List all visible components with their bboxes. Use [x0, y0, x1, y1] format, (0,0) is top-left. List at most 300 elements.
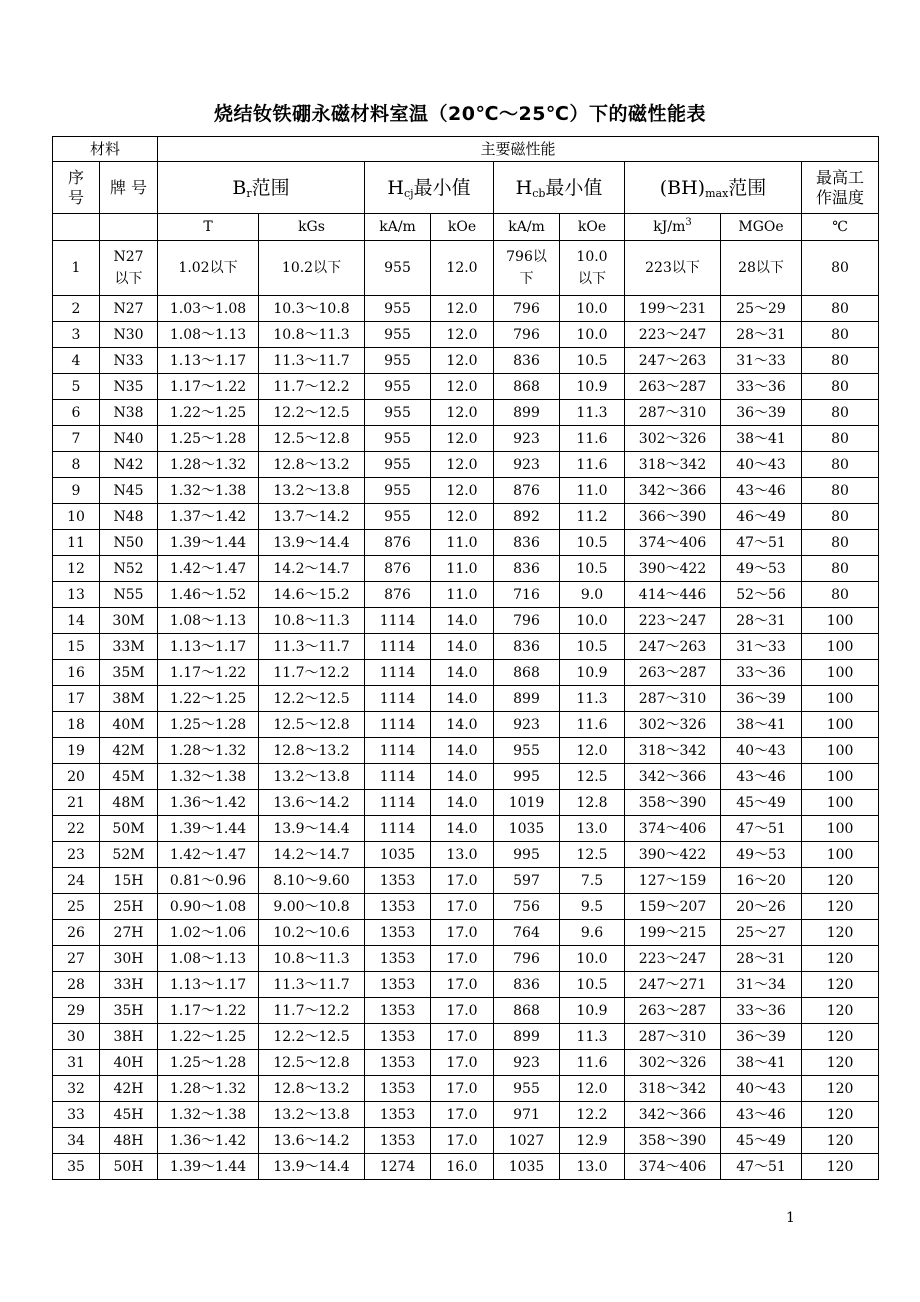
cell-max-temp: 80 — [802, 296, 879, 322]
header-units-row — [53, 214, 879, 241]
table-row — [53, 1024, 879, 1050]
cell-seq: 24 — [53, 868, 100, 894]
cell-seq: 2 — [53, 296, 100, 322]
cell-hcj-koe: 17.0 — [431, 1050, 494, 1076]
cell-bh-mgoe: 28～31 — [721, 946, 802, 972]
table-row — [53, 556, 879, 582]
table-row — [53, 504, 879, 530]
cell-bh-kj: 223～247 — [625, 608, 721, 634]
cell-seq: 27 — [53, 946, 100, 972]
cell-bh-mgoe: 40～43 — [721, 738, 802, 764]
cell-br-t: 1.17～1.22 — [158, 374, 259, 400]
cell-grade: 35M — [100, 660, 158, 686]
cell-br-t: 1.25～1.28 — [158, 426, 259, 452]
cell-hcb-kam: 876 — [494, 478, 560, 504]
cell-hcb-koe: 10.9 — [560, 660, 625, 686]
cell-hcj-kam: 1353 — [365, 1102, 431, 1128]
cell-hcb-koe: 13.0 — [560, 1154, 625, 1180]
cell-br-t: 1.22～1.25 — [158, 1024, 259, 1050]
cell-hcj-kam: 1114 — [365, 738, 431, 764]
cell-hcj-koe: 17.0 — [431, 1024, 494, 1050]
cell-br-t: 1.46～1.52 — [158, 582, 259, 608]
cell-hcb-kam: 868 — [494, 660, 560, 686]
cell-bh-mgoe: 49～53 — [721, 842, 802, 868]
unit-br-kgs: kGs — [259, 214, 365, 241]
cell-max-temp: 80 — [802, 478, 879, 504]
cell-hcj-kam: 876 — [365, 556, 431, 582]
cell-br-kgs: 12.8～13.2 — [259, 452, 365, 478]
header-hcj-min: $H_{cj}$最小值 — [365, 162, 494, 214]
cell-hcj-koe: 12.0 — [431, 322, 494, 348]
cell-br-kgs: 10.8～11.3 — [259, 946, 365, 972]
cell-grade: 50M — [100, 816, 158, 842]
cell-br-kgs: 13.7～14.2 — [259, 504, 365, 530]
unit-bh-mgoe: MGOe — [721, 214, 802, 241]
cell-br-t: 1.39～1.44 — [158, 530, 259, 556]
cell-hcb-kam: 955 — [494, 738, 560, 764]
cell-grade: N38 — [100, 400, 158, 426]
cell-hcb-kam: 971 — [494, 1102, 560, 1128]
cell-seq: 23 — [53, 842, 100, 868]
cell-bh-mgoe: 25～27 — [721, 920, 802, 946]
cell-br-kgs: 13.2～13.8 — [259, 764, 365, 790]
cell-hcj-koe: 12.0 — [431, 504, 494, 530]
cell-max-temp: 120 — [802, 1154, 879, 1180]
cell-hcb-koe: 11.6 — [560, 712, 625, 738]
cell-hcb-koe: 10.0 — [560, 946, 625, 972]
cell-hcb-kam: 796 — [494, 322, 560, 348]
cell-bh-kj: 366～390 — [625, 504, 721, 530]
cell-br-kgs: 13.6～14.2 — [259, 790, 365, 816]
cell-bh-kj: 358～390 — [625, 790, 721, 816]
cell-seq: 7 — [53, 426, 100, 452]
cell-bh-mgoe: 36～39 — [721, 400, 802, 426]
cell-br-t: 1.22～1.25 — [158, 400, 259, 426]
cell-seq: 17 — [53, 686, 100, 712]
table-row — [53, 400, 879, 426]
cell-seq: 21 — [53, 790, 100, 816]
cell-hcb-koe: 10.5 — [560, 530, 625, 556]
cell-bh-mgoe: 36～39 — [721, 686, 802, 712]
cell-bh-kj: 342～366 — [625, 764, 721, 790]
cell-br-kgs: 10.8～11.3 — [259, 608, 365, 634]
table-row — [53, 738, 879, 764]
cell-grade: 42M — [100, 738, 158, 764]
cell-max-temp: 120 — [802, 1050, 879, 1076]
cell-bh-kj: 374～406 — [625, 1154, 721, 1180]
cell-hcj-koe: 17.0 — [431, 1128, 494, 1154]
cell-br-kgs: 11.3～11.7 — [259, 634, 365, 660]
cell-bh-kj: 374～406 — [625, 816, 721, 842]
cell-seq: 34 — [53, 1128, 100, 1154]
cell-seq: 33 — [53, 1102, 100, 1128]
cell-seq: 35 — [53, 1154, 100, 1180]
cell-seq: 15 — [53, 634, 100, 660]
cell-hcj-kam: 1353 — [365, 998, 431, 1024]
cell-grade: N30 — [100, 322, 158, 348]
cell-hcj-koe: 17.0 — [431, 868, 494, 894]
header-row-2 — [53, 162, 879, 214]
cell-hcb-koe: 9.0 — [560, 582, 625, 608]
cell-hcb-kam: 597 — [494, 868, 560, 894]
cell-br-t: 1.42～1.47 — [158, 556, 259, 582]
cell-hcb-koe: 11.3 — [560, 686, 625, 712]
cell-hcj-koe: 12.0 — [431, 426, 494, 452]
cell-grade: 40H — [100, 1050, 158, 1076]
table-row — [53, 660, 879, 686]
cell-max-temp: 120 — [802, 946, 879, 972]
cell-hcb-kam: 955 — [494, 1076, 560, 1102]
cell-hcj-kam: 1114 — [365, 660, 431, 686]
cell-hcj-kam: 1114 — [365, 686, 431, 712]
table-row — [53, 686, 879, 712]
cell-max-temp: 80 — [802, 322, 879, 348]
cell-hcj-kam: 1114 — [365, 608, 431, 634]
cell-bh-mgoe: 25～29 — [721, 296, 802, 322]
cell-bh-kj: 287～310 — [625, 400, 721, 426]
cell-hcb-kam: 836 — [494, 556, 560, 582]
cell-hcb-koe: 10.9 — [560, 998, 625, 1024]
cell-hcj-kam: 955 — [365, 504, 431, 530]
cell-br-kgs: 13.9～14.4 — [259, 816, 365, 842]
cell-bh-mgoe: 31～33 — [721, 634, 802, 660]
cell-hcj-koe: 11.0 — [431, 582, 494, 608]
cell-max-temp: 100 — [802, 738, 879, 764]
cell-bh-mgoe: 47～51 — [721, 816, 802, 842]
table-row — [53, 712, 879, 738]
cell-hcj-koe: 14.0 — [431, 738, 494, 764]
header-br-range: $B_r$范围 — [158, 162, 365, 214]
cell-hcb-kam: 836 — [494, 972, 560, 998]
cell-bh-kj: 263～287 — [625, 660, 721, 686]
cell-hcb-koe: 11.3 — [560, 1024, 625, 1050]
unit-blank — [53, 214, 100, 241]
cell-bh-mgoe: 31～34 — [721, 972, 802, 998]
cell-hcj-koe: 12.0 — [431, 296, 494, 322]
cell-br-t: 1.13～1.17 — [158, 972, 259, 998]
table-row — [53, 296, 879, 322]
cell-hcj-koe: 12.0 — [431, 348, 494, 374]
cell-bh-mgoe: 45～49 — [721, 1128, 802, 1154]
cell-hcj-koe: 12.0 — [431, 400, 494, 426]
cell-max-temp: 120 — [802, 1076, 879, 1102]
cell-max-temp: 80 — [802, 348, 879, 374]
table-row — [53, 1076, 879, 1102]
cell-bh-kj: 127～159 — [625, 868, 721, 894]
cell-br-t: 1.22～1.25 — [158, 686, 259, 712]
cell-bh-mgoe: 43～46 — [721, 478, 802, 504]
cell-bh-kj: 318～342 — [625, 452, 721, 478]
cell-br-t: 1.32～1.38 — [158, 764, 259, 790]
cell-bh-mgoe: 31～33 — [721, 348, 802, 374]
unit-hcb-koe: kOe — [560, 214, 625, 241]
cell-br-kgs: 10.2以下 — [259, 241, 365, 296]
cell-hcj-koe: 12.0 — [431, 452, 494, 478]
cell-br-t: 1.39～1.44 — [158, 816, 259, 842]
cell-hcj-kam: 955 — [365, 426, 431, 452]
cell-grade: 38H — [100, 1024, 158, 1050]
cell-hcj-koe: 13.0 — [431, 842, 494, 868]
cell-br-kgs: 13.9～14.4 — [259, 1154, 365, 1180]
cell-seq: 8 — [53, 452, 100, 478]
cell-grade: 42H — [100, 1076, 158, 1102]
cell-hcj-kam: 1114 — [365, 634, 431, 660]
cell-bh-kj: 342～366 — [625, 1102, 721, 1128]
cell-seq: 30 — [53, 1024, 100, 1050]
cell-hcj-kam: 1274 — [365, 1154, 431, 1180]
table-row — [53, 582, 879, 608]
table-row — [53, 868, 879, 894]
cell-hcb-kam: 836 — [494, 530, 560, 556]
cell-grade: N35 — [100, 374, 158, 400]
cell-hcb-kam: 923 — [494, 1050, 560, 1076]
cell-br-kgs: 8.10～9.60 — [259, 868, 365, 894]
cell-hcb-kam: 796以下 — [494, 241, 560, 296]
cell-grade: 33M — [100, 634, 158, 660]
cell-hcb-koe: 12.2 — [560, 1102, 625, 1128]
cell-br-t: 1.32～1.38 — [158, 1102, 259, 1128]
cell-seq: 12 — [53, 556, 100, 582]
cell-hcj-koe: 12.0 — [431, 374, 494, 400]
cell-br-t: 1.37～1.42 — [158, 504, 259, 530]
cell-br-kgs: 13.2～13.8 — [259, 478, 365, 504]
table-row — [53, 608, 879, 634]
cell-hcj-kam: 1114 — [365, 790, 431, 816]
cell-br-kgs: 12.8～13.2 — [259, 1076, 365, 1102]
cell-seq: 20 — [53, 764, 100, 790]
table-row — [53, 842, 879, 868]
cell-hcj-koe: 17.0 — [431, 972, 494, 998]
cell-hcb-koe: 10.0 — [560, 322, 625, 348]
cell-hcj-kam: 1353 — [365, 1128, 431, 1154]
cell-seq: 3 — [53, 322, 100, 348]
cell-hcj-koe: 12.0 — [431, 241, 494, 296]
cell-max-temp: 80 — [802, 374, 879, 400]
table-row — [53, 946, 879, 972]
cell-hcb-koe: 12.9 — [560, 1128, 625, 1154]
header-max-temp: 最高工作温度 — [802, 162, 879, 214]
cell-hcj-kam: 955 — [365, 400, 431, 426]
table-row — [53, 1102, 879, 1128]
cell-max-temp: 120 — [802, 1128, 879, 1154]
cell-seq: 1 — [53, 241, 100, 296]
cell-bh-mgoe: 47～51 — [721, 1154, 802, 1180]
cell-seq: 29 — [53, 998, 100, 1024]
cell-bh-kj: 247～263 — [625, 348, 721, 374]
cell-bh-mgoe: 38～41 — [721, 426, 802, 452]
cell-seq: 14 — [53, 608, 100, 634]
unit-hcb-kam: kA/m — [494, 214, 560, 241]
cell-bh-kj: 318～342 — [625, 738, 721, 764]
cell-hcb-koe: 13.0 — [560, 816, 625, 842]
cell-hcb-kam: 1027 — [494, 1128, 560, 1154]
cell-hcb-kam: 796 — [494, 946, 560, 972]
cell-hcj-koe: 12.0 — [431, 478, 494, 504]
cell-hcj-kam: 1353 — [365, 946, 431, 972]
cell-br-t: 1.13～1.17 — [158, 348, 259, 374]
cell-max-temp: 80 — [802, 504, 879, 530]
cell-seq: 22 — [53, 816, 100, 842]
cell-hcj-koe: 14.0 — [431, 608, 494, 634]
cell-bh-mgoe: 40～43 — [721, 452, 802, 478]
cell-hcb-koe: 7.5 — [560, 868, 625, 894]
cell-br-kgs: 13.9～14.4 — [259, 530, 365, 556]
cell-hcj-kam: 1353 — [365, 972, 431, 998]
cell-bh-kj: 414～446 — [625, 582, 721, 608]
cell-seq: 6 — [53, 400, 100, 426]
magnetic-properties-table — [52, 136, 879, 1180]
table-row — [53, 972, 879, 998]
cell-max-temp: 100 — [802, 816, 879, 842]
cell-grade: 38M — [100, 686, 158, 712]
cell-max-temp: 120 — [802, 920, 879, 946]
cell-grade: 45M — [100, 764, 158, 790]
cell-hcj-koe: 11.0 — [431, 530, 494, 556]
cell-bh-mgoe: 43～46 — [721, 764, 802, 790]
cell-max-temp: 120 — [802, 1102, 879, 1128]
cell-hcb-koe: 12.5 — [560, 764, 625, 790]
cell-br-kgs: 11.7～12.2 — [259, 998, 365, 1024]
cell-bh-mgoe: 33～36 — [721, 660, 802, 686]
cell-hcb-kam: 923 — [494, 452, 560, 478]
cell-bh-mgoe: 47～51 — [721, 530, 802, 556]
cell-br-t: 1.02～1.06 — [158, 920, 259, 946]
cell-grade: 45H — [100, 1102, 158, 1128]
cell-grade: N42 — [100, 452, 158, 478]
unit-br-t: T — [158, 214, 259, 241]
cell-bh-kj: 287～310 — [625, 1024, 721, 1050]
cell-hcb-kam: 1019 — [494, 790, 560, 816]
cell-max-temp: 80 — [802, 400, 879, 426]
cell-hcb-koe: 10.0 — [560, 608, 625, 634]
cell-hcj-koe: 17.0 — [431, 998, 494, 1024]
cell-br-t: 1.25～1.28 — [158, 1050, 259, 1076]
cell-hcb-kam: 1035 — [494, 816, 560, 842]
cell-hcj-kam: 955 — [365, 241, 431, 296]
cell-hcb-koe: 12.0 — [560, 1076, 625, 1102]
cell-bh-kj: 302～326 — [625, 1050, 721, 1076]
cell-hcb-kam: 1035 — [494, 1154, 560, 1180]
cell-bh-mgoe: 38～41 — [721, 1050, 802, 1076]
cell-seq: 9 — [53, 478, 100, 504]
cell-hcb-koe: 10.5 — [560, 348, 625, 374]
cell-bh-kj: 247～263 — [625, 634, 721, 660]
cell-hcj-kam: 955 — [365, 478, 431, 504]
cell-hcb-koe: 10.9 — [560, 374, 625, 400]
cell-grade: 27H — [100, 920, 158, 946]
cell-hcj-koe: 14.0 — [431, 764, 494, 790]
cell-max-temp: 80 — [802, 530, 879, 556]
cell-bh-mgoe: 28以下 — [721, 241, 802, 296]
cell-bh-kj: 287～310 — [625, 686, 721, 712]
cell-hcb-koe: 12.0 — [560, 738, 625, 764]
table-row — [53, 920, 879, 946]
cell-bh-kj: 223以下 — [625, 241, 721, 296]
cell-br-kgs: 11.3～11.7 — [259, 972, 365, 998]
cell-hcb-koe: 11.6 — [560, 426, 625, 452]
cell-br-kgs: 10.2～10.6 — [259, 920, 365, 946]
cell-max-temp: 100 — [802, 842, 879, 868]
cell-max-temp: 120 — [802, 972, 879, 998]
table-row — [53, 790, 879, 816]
cell-seq: 31 — [53, 1050, 100, 1076]
cell-bh-mgoe: 52～56 — [721, 582, 802, 608]
cell-grade: 15H — [100, 868, 158, 894]
cell-hcj-koe: 14.0 — [431, 816, 494, 842]
cell-hcj-koe: 17.0 — [431, 894, 494, 920]
cell-hcb-koe: 11.0 — [560, 478, 625, 504]
cell-br-kgs: 10.3～10.8 — [259, 296, 365, 322]
cell-max-temp: 100 — [802, 790, 879, 816]
cell-bh-mgoe: 33～36 — [721, 998, 802, 1024]
table-row — [53, 348, 879, 374]
cell-hcb-kam: 836 — [494, 634, 560, 660]
cell-hcj-kam: 1353 — [365, 1050, 431, 1076]
table-row — [53, 1128, 879, 1154]
cell-bh-mgoe: 33～36 — [721, 374, 802, 400]
cell-grade: 35H — [100, 998, 158, 1024]
cell-hcb-koe: 10.5 — [560, 556, 625, 582]
cell-br-t: 1.03～1.08 — [158, 296, 259, 322]
cell-hcj-kam: 1353 — [365, 1076, 431, 1102]
cell-br-kgs: 12.2～12.5 — [259, 686, 365, 712]
cell-seq: 16 — [53, 660, 100, 686]
cell-br-t: 1.42～1.47 — [158, 842, 259, 868]
cell-hcb-kam: 756 — [494, 894, 560, 920]
header-material: 材料 — [53, 137, 158, 162]
cell-bh-mgoe: 16～20 — [721, 868, 802, 894]
cell-grade: 30M — [100, 608, 158, 634]
cell-hcj-koe: 14.0 — [431, 660, 494, 686]
cell-max-temp: 120 — [802, 998, 879, 1024]
cell-max-temp: 100 — [802, 686, 879, 712]
cell-grade: N27以下 — [100, 241, 158, 296]
cell-grade: N55 — [100, 582, 158, 608]
cell-seq: 10 — [53, 504, 100, 530]
cell-hcj-kam: 1114 — [365, 712, 431, 738]
table-row — [53, 530, 879, 556]
cell-grade: 30H — [100, 946, 158, 972]
cell-br-kgs: 13.2～13.8 — [259, 1102, 365, 1128]
cell-br-kgs: 12.8～13.2 — [259, 738, 365, 764]
cell-hcb-kam: 995 — [494, 842, 560, 868]
cell-br-t: 1.28～1.32 — [158, 1076, 259, 1102]
cell-bh-mgoe: 46～49 — [721, 504, 802, 530]
cell-hcj-koe: 14.0 — [431, 634, 494, 660]
cell-br-t: 1.32～1.38 — [158, 478, 259, 504]
cell-hcj-koe: 14.0 — [431, 712, 494, 738]
cell-br-t: 1.25～1.28 — [158, 712, 259, 738]
cell-hcb-koe: 12.8 — [560, 790, 625, 816]
cell-grade: N52 — [100, 556, 158, 582]
header-seq: 序号 — [53, 162, 100, 214]
cell-grade: N27 — [100, 296, 158, 322]
cell-max-temp: 100 — [802, 634, 879, 660]
cell-bh-kj: 223～247 — [625, 322, 721, 348]
cell-bh-kj: 390～422 — [625, 556, 721, 582]
cell-hcj-kam: 1353 — [365, 868, 431, 894]
cell-seq: 32 — [53, 1076, 100, 1102]
cell-max-temp: 100 — [802, 764, 879, 790]
cell-max-temp: 80 — [802, 582, 879, 608]
cell-hcb-kam: 899 — [494, 400, 560, 426]
cell-bh-kj: 199～231 — [625, 296, 721, 322]
cell-hcb-koe: 11.3 — [560, 400, 625, 426]
cell-hcb-koe: 10.5 — [560, 972, 625, 998]
cell-br-t: 1.36～1.42 — [158, 790, 259, 816]
cell-hcb-kam: 868 — [494, 374, 560, 400]
cell-max-temp: 80 — [802, 426, 879, 452]
